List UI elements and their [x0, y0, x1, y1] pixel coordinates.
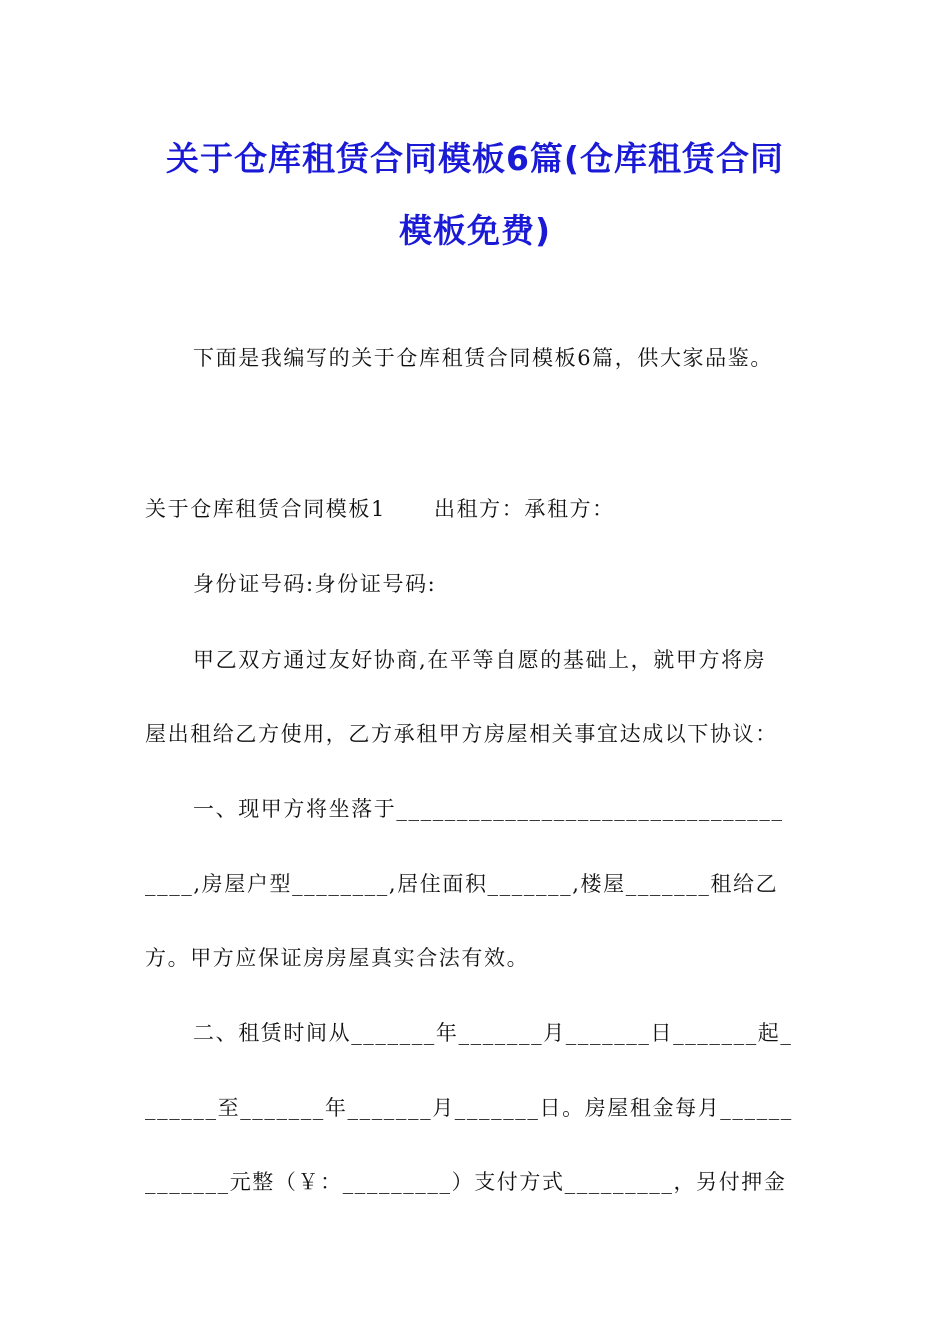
document-title-line-1: 关于仓库租赁合同模板6篇(仓库租赁合同	[165, 139, 785, 178]
section-heading-row	[145, 494, 615, 524]
paragraph-line: 甲乙双方通过友好协商,在平等自愿的基础上，就甲方将房	[193, 648, 767, 672]
clause-one-line: ____,房屋户型________,居住面积_______,楼屋_______租给乙	[145, 872, 779, 896]
id-number-line: 身份证号码:身份证号码:	[193, 572, 437, 596]
clause-two-line: 二、租赁时间从_______年_______月_______日_______起_	[193, 1021, 793, 1045]
clause-two-line: _______元整（￥：_________）支付方式_________，另付押金	[145, 1170, 787, 1194]
intro-paragraph: 下面是我编写的关于仓库租赁合同模板6篇，供大家品鉴。	[193, 346, 773, 370]
paragraph-line: 屋出租给乙方使用，乙方承租甲方房屋相关事宜达成以下协议：	[145, 722, 778, 746]
parties-label: 出租方：承租方：	[433, 497, 615, 521]
section-heading: 关于仓库租赁合同模板1	[145, 497, 386, 521]
document-title-line-2: 模板免费)	[398, 211, 552, 250]
clause-one-line: 方。甲方应保证房房屋真实合法有效。	[145, 946, 530, 970]
clause-two-line: ______至_______年_______月_______日。房屋租金每月______	[145, 1096, 793, 1120]
clause-one-line: 一、现甲方将坐落于________________________________	[193, 797, 784, 821]
